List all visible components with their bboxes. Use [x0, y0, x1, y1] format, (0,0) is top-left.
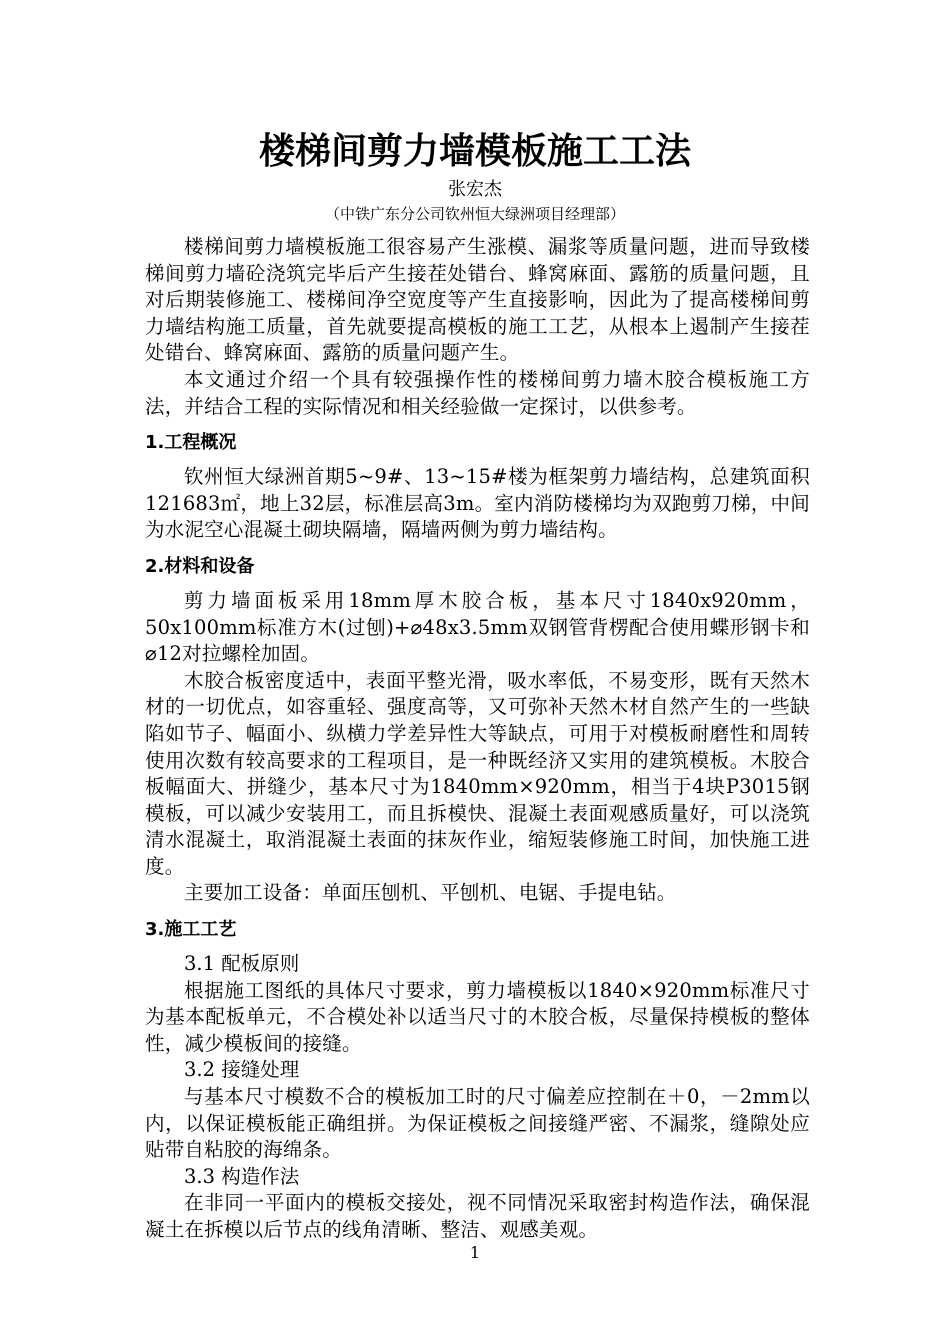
author-name: 张宏杰	[448, 179, 502, 200]
page-number: 1	[469, 1243, 481, 1262]
section-paragraph: 木胶合板密度适中，表面平整光滑，吸水率低，不易变形，既有天然木材的一切优点，如容重轻、强度高等，又可弥补天然木材自然产生的一些缺陷如节子、幅面小、纵横力学差异性大等缺点，可用于对模板耐磨性和周转使用次数有较高要求的工程项目，是一种既经济又实用的建筑模板。木胶合板幅面大、拼缝少，基本尺寸为1840mm×920mm，相当于4块P3015钢模板，可以减少安装用工，而且拆模快、混凝土表面观感质量好，可以浇筑清水混凝土，取消混凝土表面的抹灰作业，缩短装修施工时间，加快施工进度。	[145, 668, 810, 878]
section-heading: 2.材料和设备	[145, 555, 255, 577]
section-paragraph: 在非同一平面内的模板交接处，视不同情况采取密封构造作法，确保混凝土在拆模以后节点的线角清晰、整洁、观感美观。	[145, 1191, 810, 1241]
document-title: 楼梯间剪力墙模板施工工法	[258, 131, 691, 172]
subsection-title: 3.2 接缝处理	[184, 1058, 300, 1082]
section-paragraph: 与基本尺寸模数不合的模板加工时的尺寸偏差应控制在＋0，－2mm以内，以保证模板能正确组拼。为保证模板之间接缝严密、不漏浆，缝隙处应贴带自粘胶的海绵条。	[145, 1085, 810, 1162]
intro-paragraph: 本文通过介绍一个具有较强操作性的楼梯间剪力墙木胶合模板施工方法，并结合工程的实际情况和相关经验做一定探讨，以供参考。	[145, 367, 810, 418]
document-body	[145, 234, 810, 1244]
section-paragraph: 剪力墙面板采用18mm厚木胶合板，基本尺寸1840x920mm，50x100mm标准方木(过刨)+⌀48x3.5mm双钢管背楞配合使用蝶形钢卡和⌀12对拉螺栓加固。	[145, 588, 810, 666]
section-heading: 3.施工工艺	[145, 919, 237, 941]
section-paragraph: 钦州恒大绿洲首期5~9#、13~15#楼为框架剪力墙结构，总建筑面积121683㎡，地上32层，标准层高3m。室内消防楼梯均为双跑剪刀梯，中间为水泥空心混凝土砌块隔墙，隔墙两侧为剪力墙结构。	[145, 465, 810, 542]
author-affiliation: （中铁广东分公司钦州恒大绿洲项目经理部）	[324, 205, 625, 223]
section-heading: 1.工程概况	[145, 432, 237, 454]
subsection-title: 3.1 配板原则	[184, 952, 300, 976]
subsection-title: 3.3 构造作法	[184, 1164, 300, 1188]
section-paragraph: 根据施工图纸的具体尺寸要求，剪力墙模板以1840×920mm标准尺寸为基本配板单元，不合模处补以适当尺寸的木胶合板，尽量保持模板的整体性，减少模板间的接缝。	[145, 978, 810, 1055]
section-paragraph: 主要加工设备：单面压刨机、平刨机、电锯、手提电钻。	[184, 881, 677, 905]
intro-paragraph: 楼梯间剪力墙模板施工很容易产生涨模、漏浆等质量问题，进而导致楼梯间剪力墙砼浇筑完毕后产生接茬处错台、蜂窝麻面、露筋的质量问题，且对后期装修施工、楼梯间净空宽度等产生直接影响，因此为了提高楼梯间剪力墙结构施工质量，首先就要提高模板的施工工艺，从根本上遏制产生接茬处错台、蜂窝麻面、露筋的质量问题产生。	[145, 235, 810, 365]
